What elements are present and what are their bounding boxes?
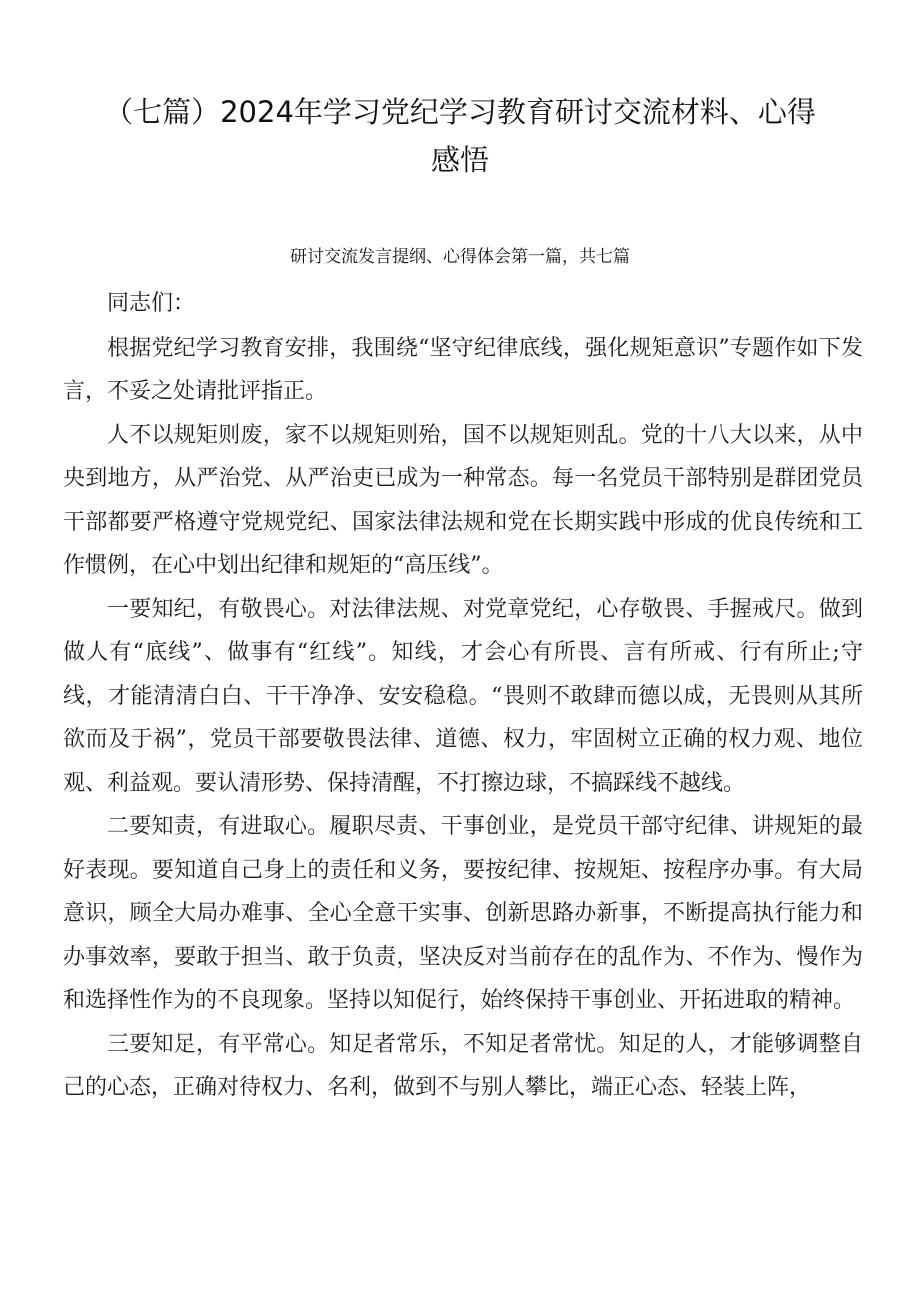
document-title: （七篇）2024年学习党纪学习教育研讨交流材料、心得感悟	[104, 95, 816, 177]
paragraph-point-three: 三要知足，有平常心。知足者常乐，不知足者常忧。知足的人，才能够调整自己的心态，正确对待权力、名利，做到不与别人攀比，端正心态、轻装上阵，	[63, 1031, 863, 1100]
paragraph-rules: 人不以规矩则废，家不以规矩则殆，国不以规矩则乱。党的十八大以来，从中央到地方，从严治党、从严治吏已成为一种常态。每一名党员干部特别是群团党员干部都要严格遵守党规党纪、国家法律法规和党在长期实践中形成的优良传统和工作惯例，在心中划出纪律和规矩的“高压线”。	[63, 422, 863, 578]
greeting: 同志们：	[107, 291, 196, 316]
paragraph-intro: 根据党纪学习教育安排，我围绕“坚守纪律底线，强化规矩意识”专题作如下发言，不妥之处请批评指正。	[63, 335, 863, 404]
paragraph-point-two: 二要知责，有进取心。履职尽责、干事创业，是党员干部守纪律、讲规矩的最好表现。要知道自己身上的责任和义务，要按纪律、按规矩、按程序办事。有大局意识，顾全大局办难事、全心全意干实事、创新思路办新事，不断提高执行能力和办事效率，要敢于担当、敢于负责，坚决反对当前存在的乱作为、不作为、慢作为和选择性作为的不良现象。坚持以知促行，始终保持干事创业、开拓进取的精神。	[63, 814, 863, 1013]
paragraph-point-one: 一要知纪，有敬畏心。对法律法规、对党章党纪，心存敬畏、手握戒尺。做到做人有“底线”、做事有“红线”。知线，才会心有所畏、言有所戒、行有所止;守线，才能清清白白、干干净净、安安稳稳。“畏则不敢肆而德以成，无畏则从其所欲而及于祸”，党员干部要敬畏法律、道德、权力，牢固树立正确的权力观、地位观、利益观。要认清形势、保持清醒，不打擦边球，不搞踩线不越线。	[63, 596, 863, 796]
document-body	[63, 282, 863, 1110]
document-subtitle: 研讨交流发言提纲、心得体会第一篇，共七篇	[290, 247, 630, 267]
